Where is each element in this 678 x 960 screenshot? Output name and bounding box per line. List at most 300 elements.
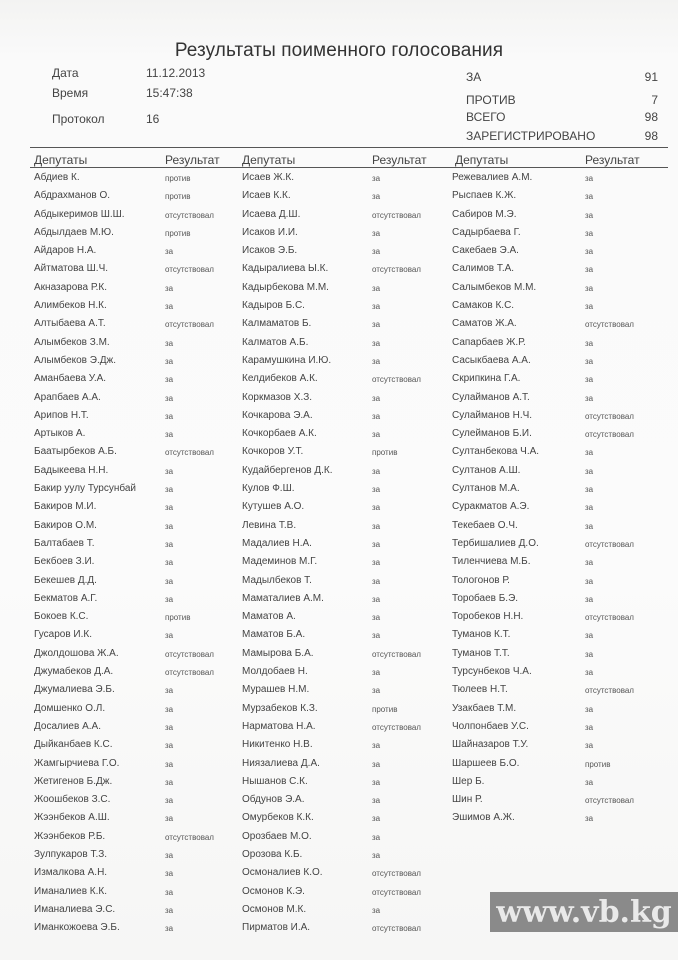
table-row — [34, 553, 230, 571]
table-row — [34, 279, 230, 297]
vote-result: за — [585, 192, 594, 202]
table-row — [34, 517, 230, 535]
table-row — [242, 681, 448, 699]
protocol-value: 16 — [146, 112, 160, 126]
deputies-column-1 — [34, 169, 230, 937]
deputy-name: Абдиев К. — [34, 172, 80, 183]
deputy-name: Мадалиев Н.А. — [242, 537, 312, 549]
vote-result: отсутствовал — [585, 430, 634, 440]
deputy-name: Бакиров М.И. — [34, 501, 97, 513]
vote-result: за — [585, 228, 594, 238]
table-row — [242, 169, 448, 187]
vote-result: за — [372, 466, 381, 476]
deputy-name: Кудайбергенов Д.К. — [242, 464, 333, 476]
table-row — [242, 700, 448, 718]
vote-result: отсутствовал — [165, 832, 214, 842]
header-top-rule — [30, 147, 668, 148]
deputy-name: Сапарбаев Ж.Р. — [452, 336, 526, 348]
vote-result: за — [585, 576, 594, 586]
vote-result: за — [372, 576, 381, 586]
vote-result: за — [585, 265, 594, 275]
vote-result: за — [372, 338, 381, 348]
vote-result: за — [165, 302, 174, 312]
vote-result: отсутствовал — [372, 649, 421, 659]
table-row — [242, 809, 448, 827]
vote-result: за — [372, 850, 381, 860]
vote-result: за — [372, 228, 381, 238]
deputy-name: Шер Б. — [452, 775, 485, 787]
document-title: Результаты поименного голосования — [174, 40, 504, 61]
deputy-name: Жээнбеков Р.Б. — [34, 830, 106, 842]
table-row — [34, 681, 230, 699]
deputy-name: Кадырбекова М.М. — [242, 281, 329, 293]
deputy-name: Чолпонбаев У.С. — [452, 720, 529, 732]
table-row — [452, 663, 672, 681]
watermark-text: www.vb.kg — [496, 894, 672, 930]
vote-result: за — [585, 668, 594, 678]
vote-result: за — [585, 356, 594, 366]
deputy-name: Сабиров М.Э. — [452, 208, 517, 220]
deputy-name: Баатырбеков А.Б. — [34, 446, 117, 458]
vote-result: за — [165, 521, 174, 531]
table-row — [242, 260, 448, 278]
deputy-name: Арипов Н.Т. — [34, 409, 89, 421]
deputy-name: Мадылбеков Т. — [242, 574, 312, 586]
stat-total-value: 98 — [644, 110, 658, 124]
protocol-label: Протокол — [52, 112, 105, 126]
vote-result: за — [165, 814, 174, 824]
header-deputies-2: Депутаты — [242, 153, 296, 167]
time-value: 15:47:38 — [146, 86, 193, 100]
deputy-name: Исаев Ж.К. — [242, 172, 295, 183]
deputy-name: Мамырова Б.А. — [242, 647, 314, 659]
table-row — [34, 425, 230, 443]
vote-result: за — [372, 320, 381, 330]
table-row — [452, 718, 672, 736]
table-row — [242, 480, 448, 498]
deputy-name: Бекбоев З.И. — [34, 556, 95, 568]
stat-registered-value: 98 — [644, 129, 658, 143]
table-row — [34, 608, 230, 626]
deputy-name: Омурбеков К.К. — [242, 812, 314, 824]
deputy-name: Сулейманов Б.И. — [452, 428, 532, 440]
deputy-name: Калматов А.Б. — [242, 336, 309, 348]
deputy-name: Кулов Ф.Ш. — [242, 483, 295, 495]
deputy-name: Кутушев А.О. — [242, 501, 305, 513]
vote-result: за — [372, 668, 381, 678]
table-row — [242, 553, 448, 571]
table-row — [452, 736, 672, 754]
vote-result: против — [585, 759, 611, 769]
table-row — [34, 443, 230, 461]
table-row — [34, 480, 230, 498]
vote-result: отсутствовал — [585, 411, 634, 421]
vote-result: за — [585, 814, 594, 824]
table-row — [34, 407, 230, 425]
deputy-name: Арапбаев А.А. — [34, 391, 101, 403]
deputy-name: Тербишалиев Д.О. — [452, 537, 539, 549]
stat-total-label: ВСЕГО — [466, 110, 506, 124]
table-row — [242, 297, 448, 315]
table-row — [242, 773, 448, 791]
table-row — [242, 315, 448, 333]
table-row — [452, 791, 672, 809]
table-row — [452, 315, 672, 333]
vote-result: за — [165, 411, 174, 421]
vote-result: за — [585, 283, 594, 293]
table-row — [452, 645, 672, 663]
table-row — [242, 572, 448, 590]
table-row — [452, 443, 672, 461]
vote-result: за — [372, 356, 381, 366]
deputy-name: Гусаров И.К. — [34, 629, 92, 641]
deputy-name: Исаков Э.Б. — [242, 245, 298, 257]
deputy-name: Эшимов А.Ж. — [452, 812, 515, 824]
vote-result: за — [165, 905, 174, 915]
table-row — [242, 755, 448, 773]
table-row — [242, 279, 448, 297]
vote-result: отсутствовал — [585, 613, 634, 623]
vote-result: против — [165, 192, 191, 202]
vote-result: за — [165, 503, 174, 513]
deputy-name: Нарматова Н.А. — [242, 720, 316, 732]
vote-result: за — [372, 777, 381, 787]
table-row — [242, 846, 448, 864]
table-row — [34, 535, 230, 553]
table-row — [34, 187, 230, 205]
table-row — [452, 260, 672, 278]
deputy-name: Иманалиева Э.С. — [34, 903, 116, 915]
table-row — [34, 700, 230, 718]
deputy-name: Маматов Б.А. — [242, 629, 306, 641]
deputy-name: Абдыкеримов Ш.Ш. — [34, 208, 125, 220]
table-row — [34, 901, 230, 919]
table-row — [242, 645, 448, 663]
table-row — [452, 425, 672, 443]
table-row — [34, 389, 230, 407]
vote-result: за — [165, 594, 174, 604]
stat-for-value: 91 — [644, 70, 658, 84]
deputy-name: Тиленчиева М.Б. — [452, 556, 531, 568]
vote-result: отсутствовал — [372, 869, 421, 879]
table-row — [34, 224, 230, 242]
table-row — [34, 260, 230, 278]
table-row — [452, 498, 672, 516]
vote-result: отсутствовал — [165, 649, 214, 659]
table-row — [452, 626, 672, 644]
deputy-name: Режевалиев А.М. — [452, 172, 533, 183]
deputy-name: Кочкоров У.Т. — [242, 446, 304, 458]
table-row — [34, 206, 230, 224]
deputies-column-3 — [452, 169, 672, 828]
deputy-name: Нышанов С.К. — [242, 775, 308, 787]
stat-registered-label: ЗАРЕГИСТРИРОВАНО — [466, 129, 596, 143]
vote-result: за — [165, 924, 174, 934]
table-row — [242, 334, 448, 352]
table-row — [242, 498, 448, 516]
deputy-name: Пирматов И.А. — [242, 922, 311, 934]
vote-result: отсутствовал — [372, 924, 421, 934]
vote-result: за — [165, 539, 174, 549]
table-row — [34, 755, 230, 773]
deputy-name: Джолдошова Ж.А. — [34, 647, 119, 659]
table-row — [242, 590, 448, 608]
table-row — [452, 755, 672, 773]
header-result-1: Результат — [165, 153, 220, 167]
table-row — [452, 681, 672, 699]
deputy-name: Келдибеков А.К. — [242, 373, 318, 385]
deputy-name: Узакбаев Т.М. — [452, 702, 517, 714]
deputy-name: Бокоев К.С. — [34, 611, 89, 623]
vote-result: за — [372, 686, 381, 696]
table-row — [34, 663, 230, 681]
vote-result: за — [585, 741, 594, 751]
deputy-name: Никитенко Н.В. — [242, 739, 313, 751]
vote-result: за — [165, 485, 174, 495]
vote-result: за — [165, 887, 174, 897]
table-row — [452, 553, 672, 571]
vote-result: за — [165, 741, 174, 751]
table-row — [242, 370, 448, 388]
vote-result: отсутствовал — [585, 686, 634, 696]
vote-result: за — [372, 283, 381, 293]
deputy-name: Скрипкина Г.А. — [452, 373, 521, 385]
table-row — [242, 462, 448, 480]
deputy-name: Осмонов М.К. — [242, 903, 307, 915]
vote-result: за — [585, 375, 594, 385]
deputy-name: Сулайманов А.Т. — [452, 391, 530, 403]
deputy-name: Алимбеков Н.К. — [34, 300, 107, 312]
deputy-name: Орозбаев М.О. — [242, 830, 312, 842]
deputy-name: Мурашев Н.М. — [242, 684, 310, 696]
vote-result: отсутствовал — [372, 887, 421, 897]
vote-result: за — [165, 722, 174, 732]
deputy-name: Иманкожоева Э.Б. — [34, 922, 120, 934]
deputy-name: Жоошбеков З.С. — [34, 794, 111, 806]
vote-result: за — [165, 338, 174, 348]
deputy-name: Алтыбаева А.Т. — [34, 318, 106, 330]
deputy-name: Салымбеков М.М. — [452, 281, 537, 293]
vote-result: за — [165, 283, 174, 293]
vote-result: за — [165, 393, 174, 403]
time-label: Время — [52, 86, 89, 100]
header-deputies-1: Депутаты — [34, 153, 88, 167]
deputy-name: Кадыралиева Ы.К. — [242, 263, 329, 275]
deputy-name: Торобаев Б.Э. — [452, 592, 519, 604]
watermark-banner — [490, 892, 678, 932]
table-row — [34, 846, 230, 864]
deputy-name: Сулайманов Н.Ч. — [452, 409, 533, 421]
vote-result: отсутствовал — [165, 265, 214, 275]
table-row — [242, 187, 448, 205]
deputy-name: Алымбеков Э.Дж. — [34, 354, 116, 366]
table-row — [34, 370, 230, 388]
deputy-name: Рыспаев К.Ж. — [452, 190, 517, 202]
table-row — [242, 828, 448, 846]
table-row — [452, 297, 672, 315]
table-row — [34, 315, 230, 333]
deputy-name: Мадеминов М.Г. — [242, 556, 318, 568]
vote-result: за — [585, 558, 594, 568]
deputy-name: Абдылдаев М.Ю. — [34, 226, 114, 238]
deputy-name: Аманбаева У.А. — [34, 373, 107, 385]
deputy-name: Калмаматов Б. — [242, 318, 312, 330]
vote-result: за — [585, 338, 594, 348]
vote-result: отсутствовал — [165, 320, 214, 330]
table-row — [452, 334, 672, 352]
table-row — [452, 809, 672, 827]
vote-result: отсутствовал — [585, 539, 634, 549]
table-row — [34, 736, 230, 754]
table-row — [452, 517, 672, 535]
table-row — [242, 864, 448, 882]
table-row — [452, 279, 672, 297]
table-row — [452, 462, 672, 480]
deputy-name: Осмоналиев К.О. — [242, 867, 323, 879]
deputy-name: Коркмазов Х.З. — [242, 391, 313, 403]
deputy-name: Обдунов Э.А. — [242, 794, 305, 806]
header-bottom-rule — [30, 167, 668, 168]
deputy-name: Жетигенов Б.Дж. — [34, 775, 113, 787]
deputy-name: Измалкова А.Н. — [34, 867, 108, 879]
vote-result: за — [372, 174, 381, 183]
deputy-name: Жамгырчиева Г.О. — [34, 757, 120, 769]
vote-result: за — [165, 850, 174, 860]
table-row — [452, 608, 672, 626]
deputy-name: Салимов Т.А. — [452, 263, 515, 275]
deputy-name: Орозова К.Б. — [242, 848, 303, 860]
vote-result: за — [585, 174, 594, 183]
table-row — [34, 334, 230, 352]
vote-result: за — [585, 210, 594, 220]
deputy-name: Зулпукаров Т.З. — [34, 848, 108, 860]
deputy-name: Дыйканбаев К.С. — [34, 739, 113, 751]
deputy-name: Балтабаев Т. — [34, 537, 95, 549]
vote-result: за — [372, 485, 381, 495]
deputy-name: Суракматов А.Э. — [452, 501, 530, 513]
table-row — [242, 389, 448, 407]
deputy-name: Султанов А.Ш. — [452, 464, 521, 476]
table-row — [34, 297, 230, 315]
vote-result: отсутствовал — [372, 265, 421, 275]
table-row — [242, 535, 448, 553]
deputy-name: Тюлеев Н.Т. — [452, 684, 508, 696]
vote-result: за — [585, 302, 594, 312]
deputy-name: Исаева Д.Ш. — [242, 208, 301, 220]
deputy-name: Абдрахманов О. — [34, 190, 111, 202]
table-row — [242, 718, 448, 736]
deputy-name: Кочкорбаев А.К. — [242, 428, 317, 440]
table-row — [452, 169, 672, 187]
vote-result: за — [165, 869, 174, 879]
table-row — [34, 462, 230, 480]
table-row — [34, 572, 230, 590]
vote-result: за — [585, 722, 594, 732]
vote-result: за — [372, 411, 381, 421]
deputy-name: Айтматова Ш.Ч. — [34, 263, 109, 275]
vote-result: за — [165, 777, 174, 787]
table-row — [34, 919, 230, 937]
vote-result: отсутствовал — [372, 375, 421, 385]
deputy-name: Тологонов Р. — [452, 574, 510, 586]
deputy-name: Досалиев А.А. — [34, 720, 101, 732]
deputy-name: Иманалиев К.К. — [34, 885, 107, 897]
vote-result: за — [165, 466, 174, 476]
deputy-name: Джумабеков Д.А. — [34, 666, 114, 678]
vote-result: за — [585, 521, 594, 531]
deputy-name: Карамушкина И.Ю. — [242, 354, 332, 366]
table-row — [452, 407, 672, 425]
vote-result: за — [165, 576, 174, 586]
table-row — [452, 590, 672, 608]
vote-result: за — [165, 375, 174, 385]
table-row — [452, 224, 672, 242]
deputy-name: Маматалиев А.М. — [242, 592, 324, 604]
deputy-name: Айдаров Н.А. — [34, 245, 97, 257]
deputy-name: Акназарова Р.К. — [34, 281, 107, 293]
table-row — [242, 736, 448, 754]
date-value: 11.12.2013 — [146, 66, 206, 80]
vote-result: за — [372, 430, 381, 440]
table-row — [242, 443, 448, 461]
vote-result: отсутствовал — [585, 320, 634, 330]
vote-result: за — [585, 503, 594, 513]
deputy-name: Шаршеев Б.О. — [452, 757, 520, 769]
table-row — [452, 242, 672, 260]
vote-result: за — [585, 631, 594, 641]
deputy-name: Садырбаева Г. — [452, 226, 521, 238]
deputy-name: Бакир уулу Турсунбай — [34, 483, 136, 495]
table-row — [452, 700, 672, 718]
deputy-name: Жээнбеков А.Ш. — [34, 812, 110, 824]
vote-result: за — [372, 814, 381, 824]
vote-result: за — [585, 485, 594, 495]
table-row — [242, 407, 448, 425]
deputy-name: Саматов Ж.А. — [452, 318, 517, 330]
table-row — [34, 352, 230, 370]
deputy-name: Артыков А. — [34, 428, 86, 440]
table-row — [242, 901, 448, 919]
vote-result: за — [372, 539, 381, 549]
deputy-name: Кочкарова Э.А. — [242, 409, 313, 421]
table-row — [242, 791, 448, 809]
header-deputies-3: Депутаты — [455, 153, 509, 167]
vote-result: за — [165, 430, 174, 440]
stat-for-label: ЗА — [466, 70, 482, 84]
header-result-2: Результат — [372, 153, 427, 167]
vote-result: за — [372, 302, 381, 312]
vote-result: за — [372, 759, 381, 769]
vote-result: за — [585, 247, 594, 257]
vote-result: за — [372, 558, 381, 568]
deputy-name: Сакебаев Э.А. — [452, 245, 519, 257]
table-row — [242, 352, 448, 370]
deputy-name: Домшенко О.Л. — [34, 702, 106, 714]
vote-result: за — [585, 448, 594, 458]
table-row — [34, 864, 230, 882]
vote-result: за — [372, 631, 381, 641]
table-row — [34, 828, 230, 846]
vote-result: за — [165, 247, 174, 257]
table-row — [34, 718, 230, 736]
table-row — [242, 663, 448, 681]
table-row — [452, 389, 672, 407]
deputy-name: Осмонов К.Э. — [242, 885, 305, 897]
vote-result: отсутствовал — [372, 722, 421, 732]
vote-result: отсутствовал — [165, 448, 214, 458]
table-row — [34, 242, 230, 260]
vote-result: за — [165, 704, 174, 714]
